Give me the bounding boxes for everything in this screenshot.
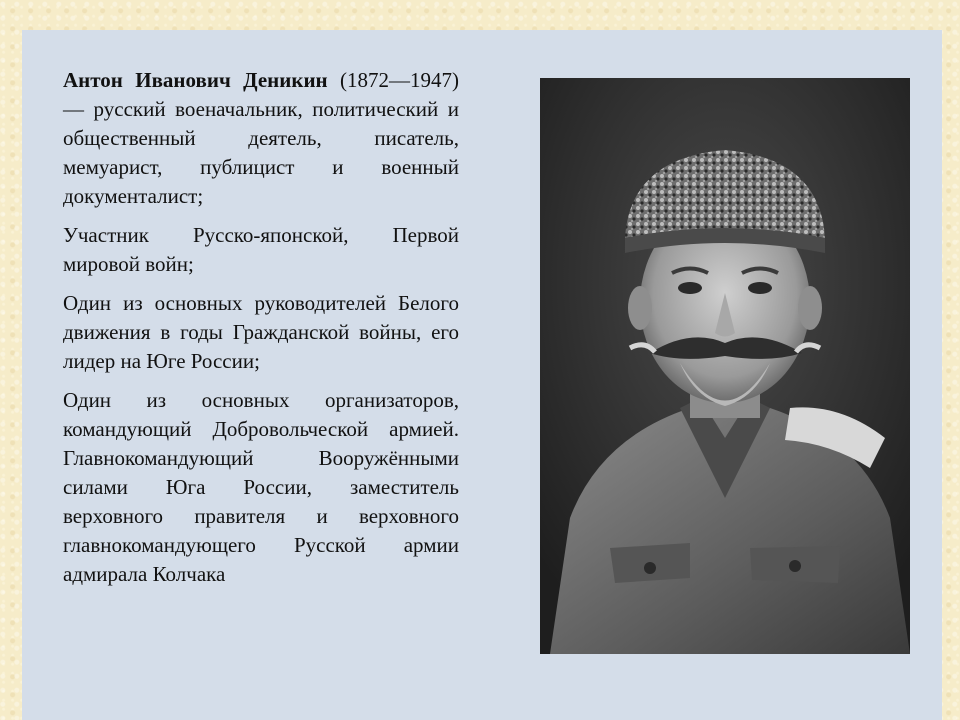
- bio-paragraph-commands: Один из основных организаторов, командующий Добровольческой армией. Главнокомандующий Вооружёнными силами Юга России, заместитель верховного правителя и верховного главнокомандующего Русской армии адмирала Колчака: [63, 388, 459, 586]
- bio-paragraph-white-movement: Один из основных руководителей Белого движения в годы Гражданской войны, его лидер на Юге России;: [63, 291, 459, 373]
- portrait-photo: [540, 78, 910, 654]
- portrait-illustration: [540, 78, 910, 654]
- bio-paragraph-intro: [63, 66, 459, 211]
- bio-paragraph-wars: Участник Русско-японской, Первой мировой войн;: [63, 223, 459, 276]
- intro-text: (1872—1947) — русский военачальник, политический и общественный деятель, писатель, мемуарист, публицист и военный документалист;: [63, 68, 459, 208]
- biography-text: [63, 66, 459, 599]
- person-name: Антон Иванович Деникин: [63, 68, 328, 92]
